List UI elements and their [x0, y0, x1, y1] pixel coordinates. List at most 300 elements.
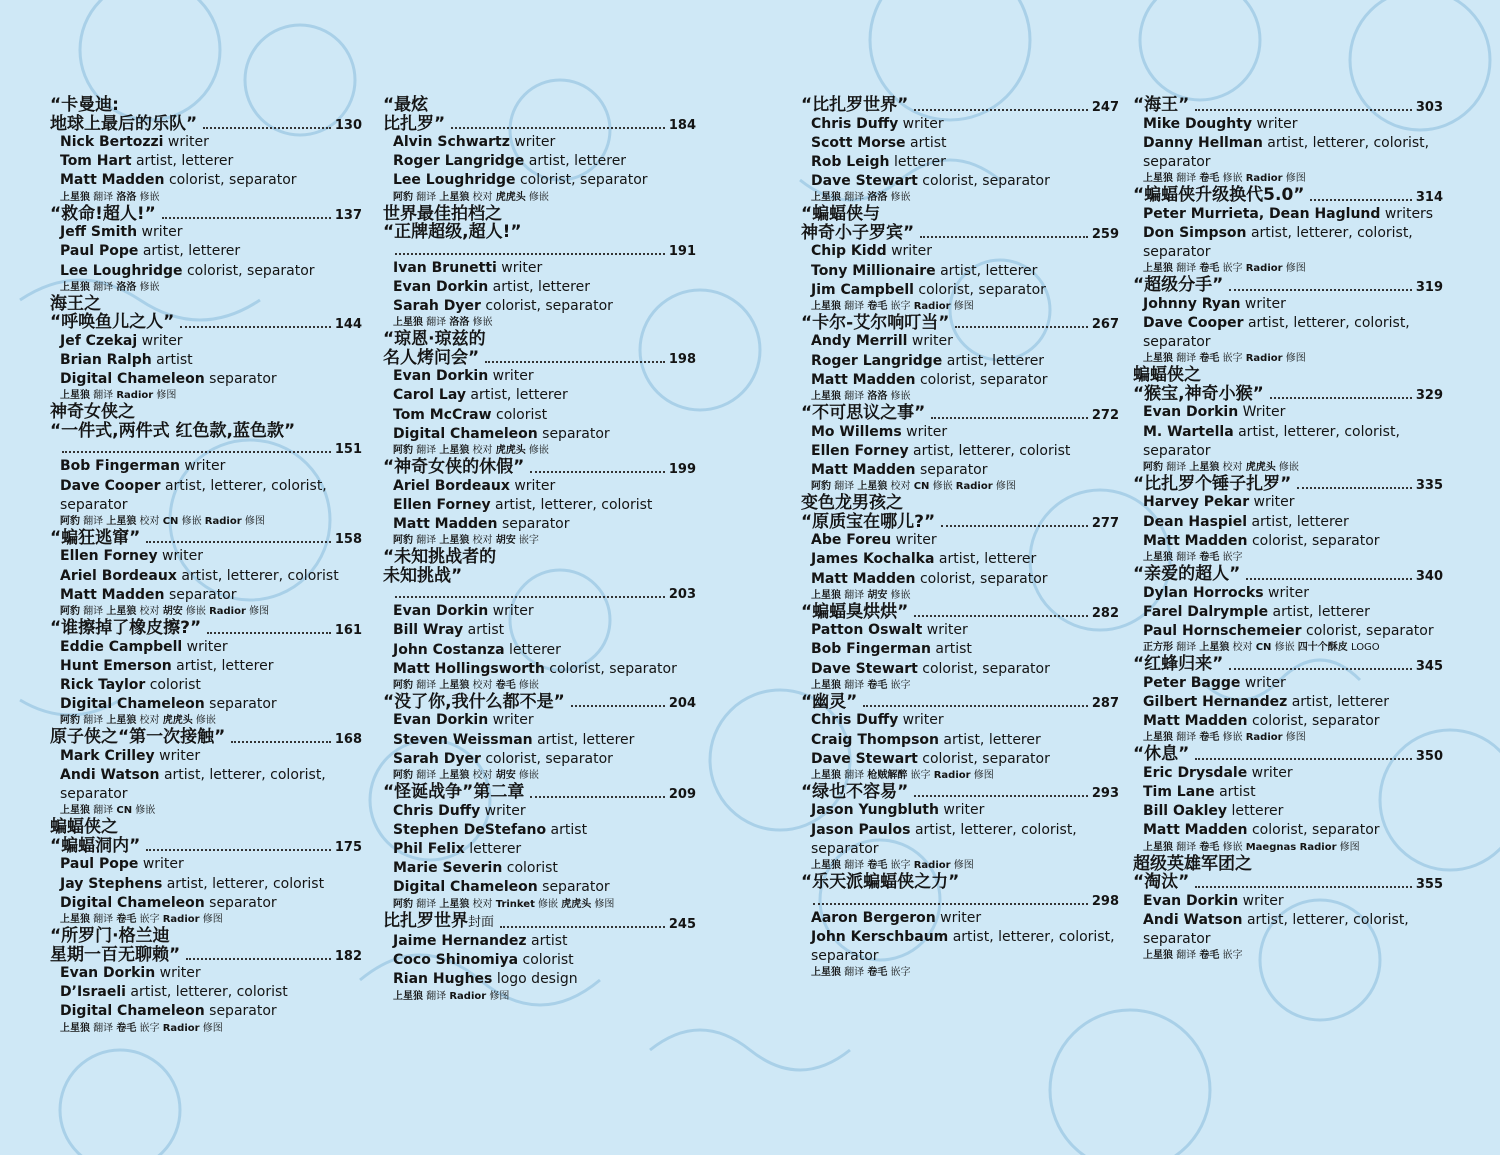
creator-role: separator: [204, 1003, 277, 1020]
translation-credits: 上星狼 翻译 卷毛 嵌字 Radior 修图: [60, 1022, 223, 1034]
leader-dots: [500, 925, 665, 928]
creator-role: Writer: [1238, 404, 1286, 421]
entry-title: [801, 873, 1119, 909]
entry-title-line: “休息”: [1133, 744, 1190, 765]
translation-credits: 上星狼 翻译 卷毛 嵌字 Radior 修图: [811, 860, 974, 872]
toc-entry[interactable]: [383, 205, 696, 330]
translation-credits: 上星狼 翻译 洛洛 修嵌: [811, 391, 911, 403]
creator-role: artist, letterer, colorist: [176, 567, 339, 584]
leader-dots: [530, 470, 665, 473]
page-number: 247: [1091, 99, 1119, 115]
creator-role: letterer: [504, 641, 561, 658]
toc-entry[interactable]: [801, 205, 1119, 313]
credit-line: [801, 660, 1119, 679]
creator-name: Don Simpson: [1143, 224, 1247, 241]
credit-line: [801, 281, 1119, 300]
translation-credits: 阿豹 翻译 上星狼 校对 胡安 修嵌: [393, 770, 539, 782]
credit-line: [801, 115, 1119, 134]
translation-credits: 阿豹 翻译 上星狼 校对 虎虎头 修嵌: [1143, 461, 1299, 473]
entry-title-line: 变色龙男孩之: [801, 493, 903, 514]
creator-name: Digital Chameleon: [393, 879, 538, 896]
creator-name: Brian Ralph: [60, 351, 152, 368]
creator-name: John Kerschbaum: [811, 928, 949, 945]
creator-role: writer: [1247, 764, 1293, 781]
creator-role: writer: [1240, 674, 1286, 691]
credit-line: [1133, 783, 1443, 802]
entry-title: [1133, 855, 1443, 892]
credit-line: [383, 278, 696, 297]
page-number: 303: [1415, 99, 1443, 115]
creator-role: writer: [157, 548, 204, 565]
creator-role: colorist: [145, 676, 201, 693]
toc-entry[interactable]: [50, 728, 362, 817]
creator-name: Matt Madden: [811, 461, 916, 478]
creator-name: Evan Dorkin: [393, 603, 489, 620]
entry-title-line: “没了你,我什么都不是”: [383, 691, 565, 712]
toc-entry[interactable]: [1133, 565, 1443, 654]
creator-name: Rob Leigh: [811, 153, 890, 170]
entry-title-line: “绿也不容易”: [801, 781, 909, 802]
toc-column-4: [1133, 96, 1443, 963]
creator-name: Hunt Emerson: [60, 657, 172, 674]
entry-title: [1133, 655, 1443, 674]
credit-line: [1133, 930, 1443, 949]
entry-title-line: “呼唤鱼儿之人”: [50, 312, 175, 333]
creator-name: Matt Hollingsworth: [393, 660, 545, 677]
entry-title-line: 蝙蝠侠之: [50, 817, 118, 838]
credit-line: [1133, 205, 1443, 224]
credit-line: [1133, 295, 1443, 314]
creator-role: artist, letterer: [465, 387, 568, 404]
credit-line: [383, 951, 696, 970]
creator-role: separator: [1143, 244, 1211, 261]
credit-line: [50, 875, 362, 894]
translation-credits: 阿豹 翻译 上星狼 校对 虎虎头 修嵌: [60, 715, 216, 727]
toc-entry[interactable]: [801, 603, 1119, 692]
credit-line: [50, 983, 362, 1002]
leader-dots: [146, 540, 331, 543]
creator-name: Roger Langridge: [811, 352, 943, 369]
creator-role: colorist, separator: [917, 173, 1050, 190]
toc-entry[interactable]: [383, 783, 696, 911]
toc-entry[interactable]: [50, 619, 362, 727]
creator-role: artist: [151, 351, 193, 368]
creator-name: Andi Watson: [1143, 911, 1243, 928]
creator-role: writer: [179, 458, 226, 475]
leader-dots: [813, 902, 1088, 905]
creator-role: writer: [488, 368, 534, 385]
entry-title: [801, 783, 1119, 802]
entry-title-line: “所罗门·格兰迪: [50, 926, 170, 947]
leader-dots: [162, 216, 331, 219]
creator-role: letterer: [1227, 803, 1284, 820]
creator-role: writer: [154, 747, 201, 764]
creator-name: Mike Doughty: [1143, 115, 1253, 132]
creator-role: artist, letterer, colorist,: [160, 477, 327, 494]
creator-role: writer: [137, 224, 183, 241]
entry-title-line: 比扎罗”: [383, 113, 446, 134]
creator-role: artist, letterer, colorist: [162, 875, 325, 892]
entry-title-line: “怪诞战争”第二章: [383, 782, 525, 803]
credit-line: [50, 171, 362, 190]
creator-name: Matt Madden: [1143, 822, 1248, 839]
creator-role: artist, letterer, colorist: [125, 984, 288, 1001]
entry-title-line: “神奇女侠的休假”: [383, 457, 525, 478]
creator-role: colorist, separator: [1247, 822, 1380, 839]
creator-name: Digital Chameleon: [60, 371, 205, 388]
toc-entry[interactable]: [50, 818, 362, 926]
creator-role: writer: [935, 909, 982, 926]
toc-entry[interactable]: [801, 404, 1119, 493]
page-number: 267: [1091, 317, 1119, 333]
credit-line: [1133, 712, 1443, 731]
translation-credits: 上星狼 翻译 卷毛 嵌字 Radior 修图: [60, 914, 223, 926]
page-number: 161: [334, 622, 362, 638]
credit-line: [50, 351, 362, 370]
credit-line: [50, 262, 362, 281]
toc-entry[interactable]: [50, 403, 362, 528]
page-number: 184: [668, 118, 696, 133]
leader-dots: [1229, 288, 1412, 291]
creator-role: writer: [1252, 115, 1298, 132]
leader-dots: [485, 360, 665, 363]
translation-credits: 阿豹 翻译 上星狼 校对 胡安 嵌字: [393, 535, 539, 547]
credit-line: [383, 970, 696, 989]
creator-role: writer: [182, 638, 228, 655]
translation-credits: 阿豹 翻译 上星狼 校对 卷毛 修嵌: [393, 679, 539, 691]
credit-line: [383, 367, 696, 386]
credit-line: [383, 660, 696, 679]
leader-dots: [914, 794, 1088, 797]
entry-title-line: “琼恩·琼兹的: [383, 329, 486, 350]
page-number: 209: [668, 786, 696, 802]
creator-name: Lee Loughridge: [60, 262, 183, 279]
toc-entry[interactable]: [1133, 276, 1443, 365]
credit-line: [801, 801, 1119, 820]
creator-name: Ellen Forney: [60, 548, 158, 565]
creator-name: Carol Lay: [393, 387, 466, 404]
creator-name: Rick Taylor: [60, 676, 146, 693]
credit-line: [50, 152, 362, 171]
credit-line: [801, 640, 1119, 659]
credit-line: [1133, 314, 1443, 333]
credit-line: [50, 676, 362, 695]
credit-line: [383, 821, 696, 840]
creator-role: artist, letterer, colorist: [490, 496, 653, 513]
credit-line: [1133, 693, 1443, 712]
toc-entry[interactable]: [801, 96, 1119, 204]
creator-name: Ivan Brunetti: [393, 259, 497, 276]
entry-title-line: “蝙蝠侠与: [801, 204, 881, 225]
entry-title-line: 原子侠之“第一次接触”: [50, 727, 226, 748]
toc-entry[interactable]: [801, 494, 1119, 602]
creator-name: Jef Czekaj: [60, 332, 138, 349]
credit-line: [50, 133, 362, 152]
toc-entry[interactable]: [383, 458, 696, 547]
creator-name: Bob Fingerman: [811, 641, 931, 658]
creator-role: writer: [155, 965, 201, 982]
toc-entry[interactable]: [50, 205, 362, 294]
creator-name: Ariel Bordeaux: [60, 567, 177, 584]
creator-name: Dave Stewart: [811, 173, 918, 190]
leader-dots: [1195, 757, 1412, 760]
entry-title-line: “幽灵”: [801, 691, 858, 712]
page-number: 298: [1091, 893, 1119, 909]
credit-line: [801, 711, 1119, 730]
credit-line: [801, 423, 1119, 442]
toc-entry[interactable]: [383, 96, 696, 204]
creator-role: colorist, separator: [915, 570, 1048, 587]
credit-line: [383, 840, 696, 859]
creator-role: artist, letterer: [171, 657, 274, 674]
translation-credits: 上星狼 翻译 胡安 修嵌: [811, 589, 911, 601]
leader-dots: [571, 704, 665, 707]
creator-role: separator: [537, 425, 610, 442]
leader-dots: [955, 325, 1087, 328]
creator-role: colorist, separator: [1301, 622, 1434, 639]
translation-credits: 上星狼 翻译 Radior 修图: [60, 390, 177, 402]
creator-role: separator: [915, 461, 988, 478]
creator-name: Eric Drysdale: [1143, 764, 1248, 781]
credit-line: [383, 496, 696, 515]
credit-line: [801, 172, 1119, 191]
entry-title: [801, 494, 1119, 531]
creator-name: Dave Cooper: [60, 477, 161, 494]
creator-name: Harvey Pekar: [1143, 494, 1250, 511]
page-number: 137: [334, 208, 362, 224]
leader-dots: [395, 595, 665, 598]
toc-entry[interactable]: [50, 927, 362, 1035]
credit-line: [50, 894, 362, 913]
creator-role: artist: [1214, 783, 1256, 800]
translation-credits: 阿豹 翻译 上星狼 校对 虎虎头 修嵌: [393, 191, 549, 203]
credit-line: [801, 442, 1119, 461]
entry-title: [50, 529, 362, 548]
credit-line: [801, 134, 1119, 153]
toc-entry[interactable]: [383, 912, 696, 1003]
creator-role: writer: [938, 802, 985, 819]
entry-title-line: 未知挑战”: [383, 565, 463, 586]
toc-entry[interactable]: [1133, 96, 1443, 185]
creator-role: artist, letterer, colorist,: [1233, 423, 1400, 440]
credit-line: [801, 153, 1119, 172]
toc-entry[interactable]: [50, 295, 362, 403]
creator-role: colorist, separator: [480, 750, 613, 767]
creator-name: Johnny Ryan: [1143, 295, 1241, 312]
creator-role: artist, letterer: [532, 731, 635, 748]
entry-title-line: 星期一百无聊赖”: [50, 944, 181, 965]
leader-dots: [186, 957, 331, 960]
credit-line: [50, 332, 362, 351]
credit-line: [801, 531, 1119, 550]
credit-line: [1133, 802, 1443, 821]
leader-dots: [1195, 108, 1412, 111]
toc-entry[interactable]: [1133, 855, 1443, 963]
creator-name: Matt Madden: [393, 515, 498, 532]
creator-role: writer: [480, 802, 526, 819]
toc-entry[interactable]: [1133, 366, 1443, 474]
translation-credits: 阿豹 翻译 上星狼 校对 虎虎头 修嵌: [393, 445, 549, 457]
creator-name: Danny Hellman: [1143, 134, 1263, 151]
creator-role: colorist, separator: [544, 660, 677, 677]
page-number: 199: [668, 461, 696, 477]
toc-entry[interactable]: [50, 529, 362, 618]
leader-dots: [146, 848, 331, 851]
creator-role: separator: [204, 371, 277, 388]
credit-line: [1133, 493, 1443, 512]
entry-title-line: 比扎罗世界封面: [383, 910, 495, 931]
entry-title-line: “淘汰”: [1133, 872, 1190, 893]
credit-line: [1133, 224, 1443, 243]
creator-name: Digital Chameleon: [393, 425, 538, 442]
creator-name: Matt Madden: [1143, 713, 1248, 730]
creator-role: colorist, separator: [1247, 713, 1380, 730]
creator-name: Bob Fingerman: [60, 458, 180, 475]
toc-entry[interactable]: [50, 96, 362, 204]
entry-title-line: “猴宝,神奇小猴”: [1133, 383, 1264, 404]
translation-credits: 上星狼 翻译 卷毛 嵌字 Radior 修图: [1143, 263, 1306, 275]
entry-title-line: 神奇女侠之: [50, 402, 135, 423]
creator-name: Matt Madden: [60, 172, 165, 189]
entry-title-line: 蝙蝠侠之: [1133, 365, 1201, 386]
leader-dots: [451, 126, 665, 129]
credit-line: [1133, 333, 1443, 352]
leader-dots: [863, 704, 1088, 707]
creator-name: Scott Morse: [811, 134, 906, 151]
entry-title-line: 超级英雄军团之: [1133, 853, 1252, 874]
entry-title-line: 名人烤问会”: [383, 347, 480, 368]
creator-name: Evan Dorkin: [1143, 404, 1239, 421]
creator-role: colorist, separator: [917, 750, 1050, 767]
entry-title: [50, 619, 362, 638]
page-number: 151: [334, 442, 362, 458]
creator-name: Roger Langridge: [393, 153, 525, 170]
entry-title-line: “超级分手”: [1133, 275, 1224, 296]
credit-line: [50, 964, 362, 983]
credit-line: [383, 406, 696, 425]
entry-title-line: “卡曼迪:: [50, 95, 119, 115]
entry-title: [1133, 745, 1443, 764]
credit-line: [1133, 532, 1443, 551]
creator-role: writer: [901, 423, 948, 440]
creator-role: letterer: [464, 840, 522, 857]
creator-name: Evan Dorkin: [1143, 892, 1239, 909]
creator-role: writer: [886, 243, 933, 260]
toc-column-2: [383, 96, 696, 1004]
creator-role: colorist, separator: [515, 172, 648, 189]
creator-role: writer: [1263, 584, 1309, 601]
creator-name: John Costanza: [393, 641, 505, 658]
page-number: 319: [1415, 279, 1443, 295]
credit-line: [1133, 764, 1443, 783]
entry-title-line: “比扎罗个锤子扎罗”: [1133, 473, 1292, 494]
creator-role: colorist, separator: [480, 298, 613, 315]
creator-name: Ellen Forney: [811, 442, 909, 459]
toc-entry[interactable]: [801, 314, 1119, 403]
credit-line: [50, 747, 362, 766]
toc-entry[interactable]: [801, 783, 1119, 872]
translation-credits: 上星狼 翻译 洛洛 修嵌: [60, 281, 160, 293]
credit-line: [50, 657, 362, 676]
creator-role: separator: [204, 894, 277, 911]
creator-role: artist, letterer: [934, 551, 1037, 568]
creator-name: Chris Duffy: [811, 115, 899, 132]
creator-name: Sarah Dyer: [393, 750, 481, 767]
toc-entry[interactable]: [801, 693, 1119, 782]
entry-title: [1133, 366, 1443, 403]
page-number: 158: [334, 532, 362, 548]
toc-entry[interactable]: [1133, 186, 1443, 275]
toc-entry[interactable]: [383, 693, 696, 782]
toc-entry[interactable]: [801, 873, 1119, 979]
toc-column-3: [801, 96, 1119, 980]
credit-line: [383, 171, 696, 190]
entry-title-line: “卡尔-艾尔响叮当”: [801, 312, 950, 333]
creator-role: logo design: [492, 971, 578, 988]
creator-name: Lee Loughridge: [393, 172, 516, 189]
creator-role: writer: [907, 333, 953, 350]
creator-role: colorist: [491, 406, 548, 423]
creator-name: Peter Murrieta, Dean Haglund: [1143, 205, 1381, 222]
credit-line: [1133, 513, 1443, 532]
creator-role: writer: [163, 134, 209, 150]
creator-role: separator: [60, 786, 128, 803]
translation-credits: 阿豹 翻译 上星狼 校对 CN 修嵌 Radior 修图: [60, 515, 265, 527]
credit-line: [50, 477, 362, 496]
creator-role: artist, letterer, colorist,: [1243, 314, 1410, 331]
leader-dots: [62, 450, 331, 453]
creator-name: Tom McCraw: [393, 406, 492, 423]
credit-line: [50, 785, 362, 804]
toc-entry[interactable]: [383, 330, 696, 457]
page-number: 130: [334, 118, 362, 133]
toc-entry[interactable]: [1133, 745, 1443, 853]
entry-title: [1133, 565, 1443, 584]
creator-role: artist: [905, 134, 947, 151]
creator-role: artist: [930, 641, 972, 658]
toc-entry[interactable]: [383, 548, 696, 692]
entry-title: [50, 205, 362, 224]
leader-dots: [931, 416, 1088, 419]
toc-entry[interactable]: [1133, 655, 1443, 744]
creator-name: Sarah Dyer: [393, 298, 481, 315]
creator-role: artist: [463, 622, 505, 639]
credit-line: [1133, 584, 1443, 603]
creator-role: writer: [496, 259, 543, 276]
creator-name: Evan Dorkin: [393, 368, 489, 385]
credit-line: [50, 242, 362, 261]
creator-name: Matt Madden: [811, 371, 916, 388]
credit-line: [801, 550, 1119, 569]
entry-title: [50, 927, 362, 964]
leader-dots: [1195, 885, 1412, 888]
creator-role: writer: [488, 603, 534, 620]
entry-title-line: “蝙蝠臭烘烘”: [801, 601, 909, 622]
leader-dots: [1297, 486, 1412, 489]
creator-role: colorist, separator: [182, 262, 315, 279]
entry-title-line: “未知挑战者的: [383, 547, 497, 568]
credit-line: [50, 695, 362, 714]
leader-dots: [1270, 396, 1412, 399]
creator-name: Jim Campbell: [811, 281, 914, 298]
toc-entry[interactable]: [1133, 475, 1443, 564]
creator-name: Digital Chameleon: [60, 1003, 205, 1020]
entry-title-line: 世界最佳拍档之: [383, 203, 502, 224]
credit-line: [801, 731, 1119, 750]
credit-line: [801, 461, 1119, 480]
credit-line: [50, 586, 362, 605]
creator-role: artist, letterer: [1287, 693, 1390, 710]
